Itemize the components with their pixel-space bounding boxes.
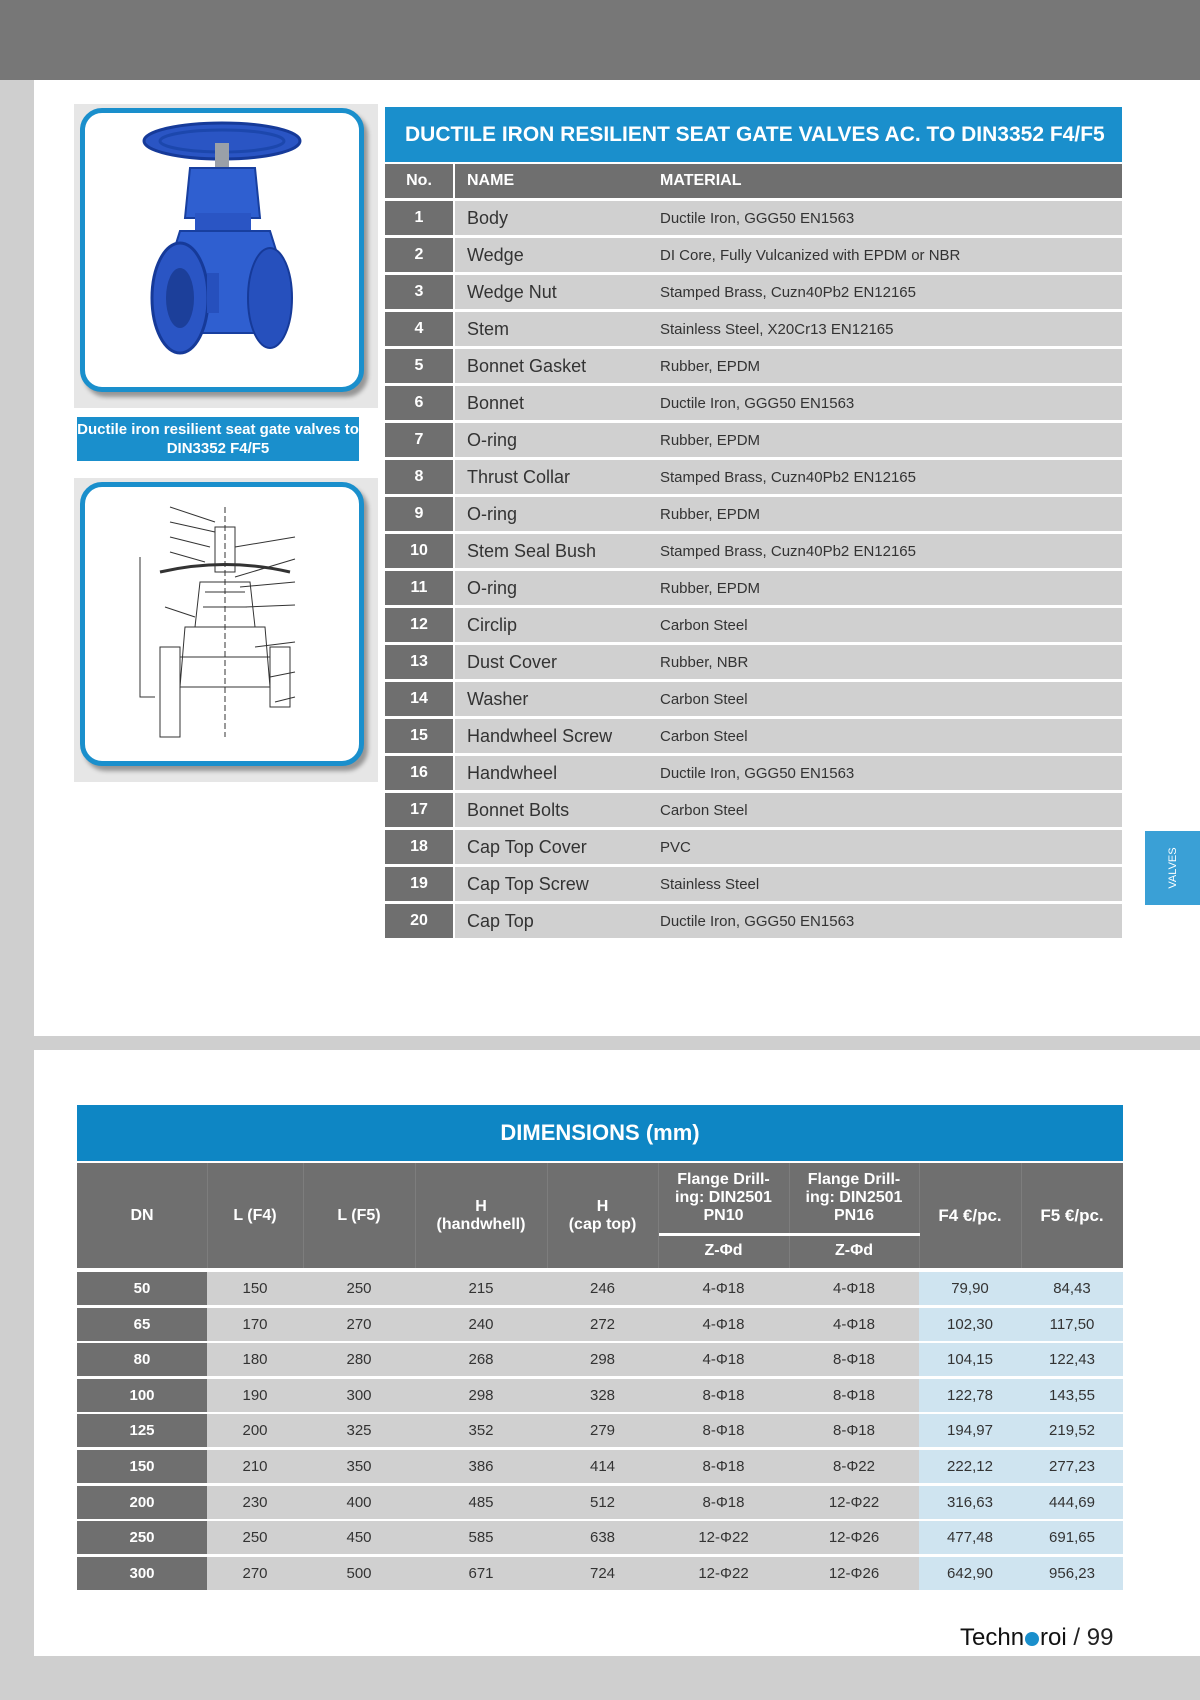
cell-price-f5: 444,69 xyxy=(1021,1486,1123,1519)
part-name: Cap Top xyxy=(455,904,648,938)
header-name: NAME xyxy=(455,164,648,198)
cell-flange-pn16: 8-Φ18 xyxy=(789,1343,919,1376)
cell-dn: 125 xyxy=(77,1414,207,1447)
cell-l-f5: 250 xyxy=(303,1272,415,1305)
cell-l-f5: 325 xyxy=(303,1414,415,1447)
part-name: Handwheel xyxy=(455,756,648,790)
flange-underline xyxy=(659,1233,920,1236)
part-number: 6 xyxy=(385,386,453,420)
cell-price-f5: 117,50 xyxy=(1021,1308,1123,1341)
cell-h-handwheel: 485 xyxy=(415,1486,547,1519)
col-flange-pn10-line3: PN10 xyxy=(703,1207,744,1224)
parts-row xyxy=(385,867,1122,901)
part-number: 12 xyxy=(385,608,453,642)
col-l-f5: L (F5) xyxy=(337,1206,381,1224)
cell-price-f5: 219,52 xyxy=(1021,1414,1123,1447)
col-flange-pn16-line1: Flange Drill- xyxy=(807,1171,901,1188)
part-material: Stainless Steel, X20Cr13 EN12165 xyxy=(648,312,1122,346)
col-l-f4: L (F4) xyxy=(233,1206,277,1224)
cell-h-handwheel: 671 xyxy=(415,1557,547,1590)
dimensions-row xyxy=(77,1521,1123,1554)
cell-h-handwheel: 268 xyxy=(415,1343,547,1376)
part-number: 9 xyxy=(385,497,453,531)
col-dn: DN xyxy=(130,1206,154,1224)
parts-table xyxy=(385,164,1122,941)
col-h-handwheel xyxy=(415,1163,547,1268)
part-number: 13 xyxy=(385,645,453,679)
cell-h-cap-top: 724 xyxy=(547,1557,658,1590)
cell-h-handwheel: 298 xyxy=(415,1379,547,1412)
parts-row xyxy=(385,719,1122,753)
part-number: 11 xyxy=(385,571,453,605)
col-h-cap-line1: H xyxy=(596,1197,609,1215)
cell-price-f4: 316,63 xyxy=(919,1486,1021,1519)
parts-row xyxy=(385,238,1122,272)
part-material: Stamped Brass, Cuzn40Pb2 EN12165 xyxy=(648,534,1122,568)
brand-dot-icon xyxy=(1025,1632,1039,1646)
top-bar xyxy=(0,0,1200,80)
cell-flange-pn10: 12-Φ22 xyxy=(658,1557,789,1590)
brand-footer xyxy=(960,1624,1113,1652)
cell-l-f5: 280 xyxy=(303,1343,415,1376)
cell-l-f4: 150 xyxy=(207,1272,303,1305)
dimensions-header xyxy=(77,1163,1123,1268)
part-name: Cap Top Screw xyxy=(455,867,648,901)
cell-price-f4: 104,15 xyxy=(919,1343,1021,1376)
cell-flange-pn10: 8-Φ18 xyxy=(658,1486,789,1519)
dimensions-row xyxy=(77,1343,1123,1376)
cell-h-cap-top: 272 xyxy=(547,1308,658,1341)
cell-price-f5: 277,23 xyxy=(1021,1450,1123,1483)
part-name: Body xyxy=(455,201,648,235)
cell-flange-pn10: 8-Φ18 xyxy=(658,1379,789,1412)
part-name: Bonnet Bolts xyxy=(455,793,648,827)
cell-l-f5: 300 xyxy=(303,1379,415,1412)
cell-h-handwheel: 215 xyxy=(415,1272,547,1305)
section-tab-label: VALVES xyxy=(1166,847,1179,889)
cell-flange-pn10: 8-Φ18 xyxy=(658,1450,789,1483)
part-material: Rubber, EPDM xyxy=(648,571,1122,605)
col-h-cap-top xyxy=(547,1163,658,1268)
parts-row xyxy=(385,904,1122,938)
cell-h-handwheel: 386 xyxy=(415,1450,547,1483)
cell-h-handwheel: 352 xyxy=(415,1414,547,1447)
part-material: Stamped Brass, Cuzn40Pb2 EN12165 xyxy=(648,275,1122,309)
cell-flange-pn16: 12-Φ26 xyxy=(789,1557,919,1590)
header-material: MATERIAL xyxy=(648,164,1122,198)
part-number: 1 xyxy=(385,201,453,235)
cell-dn: 150 xyxy=(77,1450,207,1483)
part-material: Rubber, EPDM xyxy=(648,497,1122,531)
part-material: Ductile Iron, GGG50 EN1563 xyxy=(648,201,1122,235)
drawing-frame xyxy=(74,478,378,782)
cell-price-f5: 956,23 xyxy=(1021,1557,1123,1590)
cell-price-f4: 79,90 xyxy=(919,1272,1021,1305)
part-name: O-ring xyxy=(455,571,648,605)
col-h-handwheel-line2: (handwhell) xyxy=(436,1215,526,1233)
cell-flange-pn10: 8-Φ18 xyxy=(658,1414,789,1447)
col-flange-pn16-line2: ing: DIN2501 xyxy=(805,1189,903,1206)
part-name: Dust Cover xyxy=(455,645,648,679)
parts-table-header xyxy=(385,164,1122,198)
col-h-handwheel-line1: H xyxy=(475,1197,487,1215)
cell-h-handwheel: 240 xyxy=(415,1308,547,1341)
parts-row xyxy=(385,571,1122,605)
cell-l-f4: 230 xyxy=(207,1486,303,1519)
col-f4-price: F4 €/pc. xyxy=(938,1205,1002,1225)
part-material: DI Core, Fully Vulcanized with EPDM or NBR xyxy=(648,238,1122,272)
part-material: Rubber, EPDM xyxy=(648,349,1122,383)
dimensions-table xyxy=(77,1272,1123,1592)
col-flange-pn10-line2: ing: DIN2501 xyxy=(675,1189,772,1206)
cell-h-cap-top: 246 xyxy=(547,1272,658,1305)
product-caption: Ductile iron resilient seat gate valves to DIN3352 F4/F5 xyxy=(77,417,359,461)
part-number: 20 xyxy=(385,904,453,938)
parts-row xyxy=(385,756,1122,790)
dimensions-row xyxy=(77,1557,1123,1590)
parts-row xyxy=(385,460,1122,494)
cell-price-f5: 122,43 xyxy=(1021,1343,1123,1376)
cell-flange-pn16: 8-Φ22 xyxy=(789,1450,919,1483)
part-number: 3 xyxy=(385,275,453,309)
cell-l-f5: 270 xyxy=(303,1308,415,1341)
cell-dn: 250 xyxy=(77,1521,207,1554)
part-material: Carbon Steel xyxy=(648,608,1122,642)
product-title: DUCTILE IRON RESILIENT SEAT GATE VALVES AC. TO DIN3352 F4/F5 xyxy=(385,107,1122,162)
col-flange-pn10-line1: Flange Drill- xyxy=(677,1171,770,1188)
cell-price-f4: 102,30 xyxy=(919,1308,1021,1341)
part-material: Rubber, EPDM xyxy=(648,423,1122,457)
part-name: Handwheel Screw xyxy=(455,719,648,753)
cell-flange-pn10: 4-Φ18 xyxy=(658,1272,789,1305)
cell-dn: 300 xyxy=(77,1557,207,1590)
page-number: / 99 xyxy=(1066,1624,1114,1651)
part-name: Wedge xyxy=(455,238,648,272)
cell-flange-pn16: 12-Φ22 xyxy=(789,1486,919,1519)
part-material: Ductile Iron, GGG50 EN1563 xyxy=(648,386,1122,420)
part-number: 14 xyxy=(385,682,453,716)
part-number: 7 xyxy=(385,423,453,457)
part-number: 16 xyxy=(385,756,453,790)
cell-dn: 80 xyxy=(77,1343,207,1376)
cell-price-f5: 691,65 xyxy=(1021,1521,1123,1554)
parts-row xyxy=(385,830,1122,864)
product-photo xyxy=(80,108,364,392)
cell-flange-pn16: 4-Φ18 xyxy=(789,1308,919,1341)
col-f5-price: F5 €/pc. xyxy=(1040,1205,1104,1225)
part-material: Stamped Brass, Cuzn40Pb2 EN12165 xyxy=(648,460,1122,494)
part-name: Stem Seal Bush xyxy=(455,534,648,568)
cell-dn: 65 xyxy=(77,1308,207,1341)
section-tab-valves[interactable] xyxy=(1145,831,1200,905)
dimensions-row xyxy=(77,1272,1123,1305)
cell-l-f4: 210 xyxy=(207,1450,303,1483)
cell-flange-pn16: 8-Φ18 xyxy=(789,1379,919,1412)
part-material: Ductile Iron, GGG50 EN1563 xyxy=(648,904,1122,938)
dimensions-title: DIMENSIONS (mm) xyxy=(77,1105,1123,1161)
parts-row xyxy=(385,497,1122,531)
product-photo-frame xyxy=(74,104,378,408)
part-name: Washer xyxy=(455,682,648,716)
cell-price-f4: 122,78 xyxy=(919,1379,1021,1412)
cell-flange-pn16: 4-Φ18 xyxy=(789,1272,919,1305)
part-material: Carbon Steel xyxy=(648,793,1122,827)
part-number: 19 xyxy=(385,867,453,901)
brand-name-part1: Techn xyxy=(960,1624,1025,1651)
cell-flange-pn10: 12-Φ22 xyxy=(658,1521,789,1554)
parts-row xyxy=(385,423,1122,457)
part-material: Ductile Iron, GGG50 EN1563 xyxy=(648,756,1122,790)
cell-l-f5: 500 xyxy=(303,1557,415,1590)
part-name: O-ring xyxy=(455,423,648,457)
cell-l-f5: 400 xyxy=(303,1486,415,1519)
col-flange-pn16 xyxy=(789,1167,919,1229)
part-material: Carbon Steel xyxy=(648,719,1122,753)
dimensions-row xyxy=(77,1379,1123,1412)
cell-price-f4: 222,12 xyxy=(919,1450,1021,1483)
cell-dn: 200 xyxy=(77,1486,207,1519)
col-zd-pn10: Z-Φd xyxy=(704,1242,743,1259)
dimensions-row xyxy=(77,1414,1123,1447)
cell-price-f4: 477,48 xyxy=(919,1521,1021,1554)
part-name: Wedge Nut xyxy=(455,275,648,309)
part-number: 18 xyxy=(385,830,453,864)
cell-price-f4: 194,97 xyxy=(919,1414,1021,1447)
part-number: 4 xyxy=(385,312,453,346)
cell-l-f4: 180 xyxy=(207,1343,303,1376)
part-number: 2 xyxy=(385,238,453,272)
col-flange-pn16-line3: PN16 xyxy=(833,1207,875,1224)
cell-flange-pn16: 12-Φ26 xyxy=(789,1521,919,1554)
col-h-cap-line2: (cap top) xyxy=(568,1215,637,1233)
cell-price-f5: 84,43 xyxy=(1021,1272,1123,1305)
part-name: Bonnet Gasket xyxy=(455,349,648,383)
cell-l-f4: 190 xyxy=(207,1379,303,1412)
parts-row xyxy=(385,349,1122,383)
parts-row xyxy=(385,275,1122,309)
part-number: 5 xyxy=(385,349,453,383)
brand-name-part2: roi xyxy=(1040,1624,1067,1651)
part-material: Carbon Steel xyxy=(648,682,1122,716)
part-name: Circlip xyxy=(455,608,648,642)
part-name: Bonnet xyxy=(455,386,648,420)
parts-row xyxy=(385,793,1122,827)
cell-h-cap-top: 279 xyxy=(547,1414,658,1447)
cell-flange-pn16: 8-Φ18 xyxy=(789,1414,919,1447)
cell-l-f4: 270 xyxy=(207,1557,303,1590)
dimensions-row xyxy=(77,1486,1123,1519)
col-flange-pn10 xyxy=(658,1167,789,1229)
part-name: Cap Top Cover xyxy=(455,830,648,864)
cell-h-cap-top: 298 xyxy=(547,1343,658,1376)
cell-h-handwheel: 585 xyxy=(415,1521,547,1554)
cell-l-f5: 350 xyxy=(303,1450,415,1483)
dimensions-row xyxy=(77,1308,1123,1341)
part-material: Stainless Steel xyxy=(648,867,1122,901)
dimensions-row xyxy=(77,1450,1123,1483)
cell-flange-pn10: 4-Φ18 xyxy=(658,1308,789,1341)
parts-row xyxy=(385,201,1122,235)
parts-row xyxy=(385,312,1122,346)
part-name: Stem xyxy=(455,312,648,346)
cell-h-cap-top: 414 xyxy=(547,1450,658,1483)
parts-row xyxy=(385,608,1122,642)
part-name: Thrust Collar xyxy=(455,460,648,494)
header-no: No. xyxy=(385,164,453,198)
col-zd-pn16: Z-Φd xyxy=(834,1242,873,1259)
cell-h-cap-top: 512 xyxy=(547,1486,658,1519)
cell-l-f5: 450 xyxy=(303,1521,415,1554)
cell-dn: 100 xyxy=(77,1379,207,1412)
parts-row xyxy=(385,386,1122,420)
cell-price-f5: 143,55 xyxy=(1021,1379,1123,1412)
cell-h-cap-top: 328 xyxy=(547,1379,658,1412)
cell-l-f4: 200 xyxy=(207,1414,303,1447)
cell-h-cap-top: 638 xyxy=(547,1521,658,1554)
part-number: 8 xyxy=(385,460,453,494)
cross-section-drawing xyxy=(80,482,364,766)
parts-row xyxy=(385,682,1122,716)
cell-dn: 50 xyxy=(77,1272,207,1305)
part-material: Rubber, NBR xyxy=(648,645,1122,679)
part-number: 17 xyxy=(385,793,453,827)
parts-row xyxy=(385,645,1122,679)
part-number: 10 xyxy=(385,534,453,568)
part-name: O-ring xyxy=(455,497,648,531)
cell-price-f4: 642,90 xyxy=(919,1557,1021,1590)
part-number: 15 xyxy=(385,719,453,753)
cell-flange-pn10: 4-Φ18 xyxy=(658,1343,789,1376)
cell-l-f4: 250 xyxy=(207,1521,303,1554)
cell-l-f4: 170 xyxy=(207,1308,303,1341)
parts-row xyxy=(385,534,1122,568)
part-material: PVC xyxy=(648,830,1122,864)
